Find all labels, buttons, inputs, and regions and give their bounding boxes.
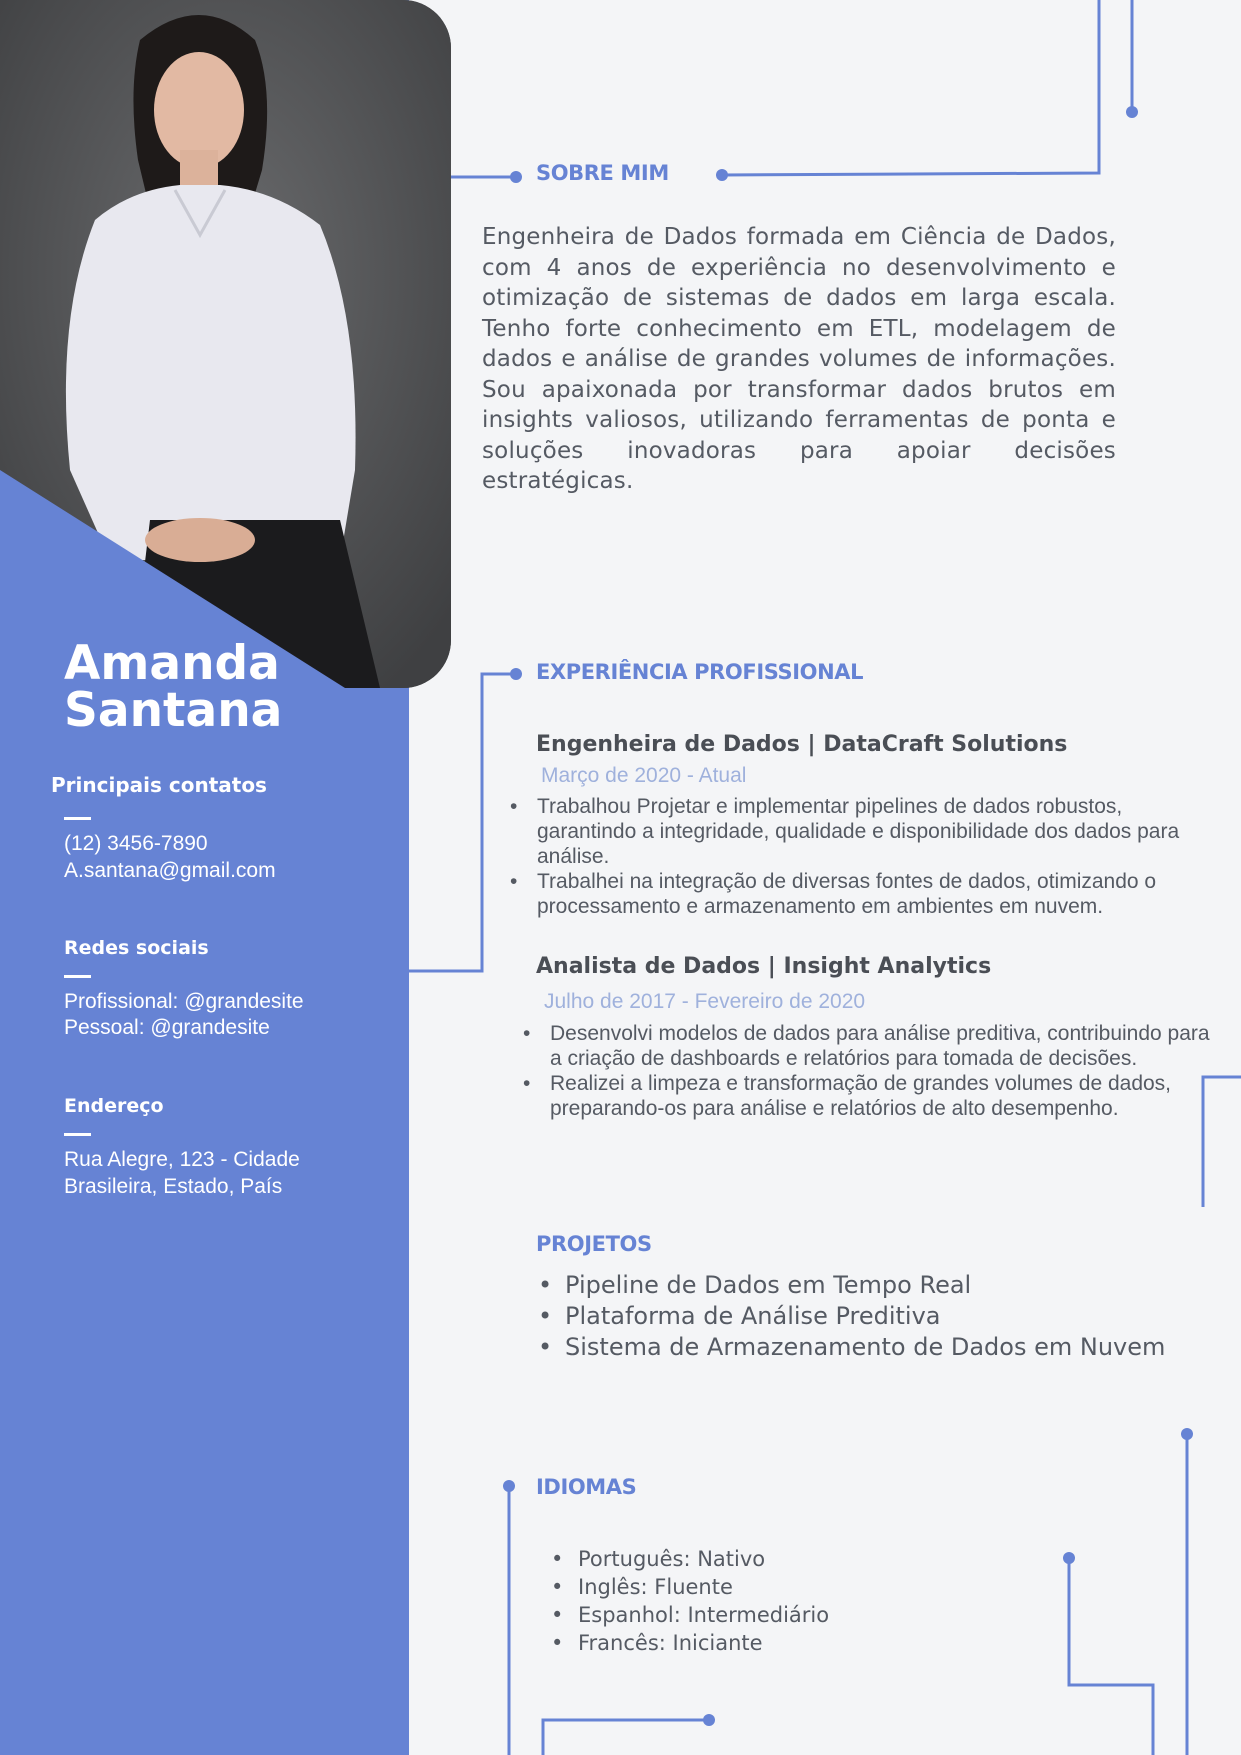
list-item: • Desenvolvi modelos de dados para análise preditiva, contribuindo para a criação de dashboards e relatórios para tomada de decisões. — [550, 1021, 1210, 1071]
list-item: • Trabalhou Projetar e implementar pipelines de dados robustos, garantindo a integridade, qualidade e disponibilidade dos dados para análise. — [537, 794, 1207, 869]
experience-heading: EXPERIÊNCIA PROFISSIONAL — [536, 660, 864, 684]
list-item: • Realizei a limpeza e transformação de grandes volumes de dados, preparando-os para análise e relatórios de alto desempenho. — [550, 1071, 1210, 1121]
experience-connector — [409, 674, 516, 971]
job-bullets — [550, 1021, 1210, 1121]
bottom-left-bracket — [543, 1720, 709, 1755]
list-item: • Português: Nativo — [578, 1545, 978, 1573]
job-title: Engenheira de Dados | DataCraft Solutions — [536, 732, 1068, 757]
list-item: • Francês: Iniciante — [578, 1629, 978, 1657]
address-line-1: Rua Alegre, 123 - Cidade — [64, 1148, 300, 1171]
social-heading: Redes sociais — [64, 937, 209, 959]
list-item: • Espanhol: Intermediário — [578, 1601, 978, 1629]
address-heading: Endereço — [64, 1095, 164, 1117]
job-bullets — [537, 794, 1207, 919]
dot-bottom-right-2 — [1063, 1552, 1075, 1564]
social-professional[interactable]: Profissional: @grandesite — [64, 990, 304, 1013]
address-line-2: Brasileira, Estado, País — [64, 1175, 283, 1198]
list-item: • Trabalhei na integração de diversas fontes de dados, otimizando o processamento e armazenamento em ambientes em nuvem. — [537, 869, 1207, 919]
languages-list — [578, 1545, 978, 1657]
list-item: • Sistema de Armazenamento de Dados em Nuvem — [565, 1332, 1185, 1363]
contact-phone[interactable]: (12) 3456-7890 — [64, 832, 208, 855]
about-text: Engenheira de Dados formada em Ciência de Dados, com 4 anos de experiência no desenvolvimento e otimização de sistemas de dados em larga escala. Tenho forte conhecimento em ETL, modelagem de dados e análise de grandes volumes de informações. Sou apaixonada por transformar dados brutos em insights valiosos, utilizando ferramentas de ponta e soluções inovadoras para apoiar decisões estratégicas. — [482, 224, 1116, 494]
projects-heading: PROJETOS — [536, 1232, 652, 1256]
languages-heading: IDIOMAS — [536, 1475, 637, 1499]
job-dates: Julho de 2017 - Fevereiro de 2020 — [544, 990, 866, 1013]
dot-top — [1126, 106, 1138, 118]
list-item: • Pipeline de Dados em Tempo Real — [565, 1270, 1185, 1301]
about-connector-right — [722, 0, 1099, 175]
dot-bottom-left — [703, 1714, 715, 1726]
list-item: • Plataforma de Análise Preditiva — [565, 1301, 1185, 1332]
social-personal[interactable]: Pessoal: @grandesite — [64, 1016, 270, 1039]
projects-list — [565, 1270, 1185, 1363]
dot-languages — [503, 1480, 515, 1492]
list-item: • Inglês: Fluente — [578, 1573, 978, 1601]
contact-email[interactable]: A.santana@gmail.com — [64, 859, 276, 882]
job-dates: Março de 2020 - Atual — [541, 764, 747, 787]
contacts-heading: Principais contatos — [51, 773, 267, 797]
dot-bottom-right — [1181, 1428, 1193, 1440]
job-title: Analista de Dados | Insight Analytics — [536, 954, 992, 979]
first-name: Amanda — [64, 636, 280, 691]
bottom-right-bracket — [1069, 1558, 1153, 1755]
last-name: Santana — [64, 683, 283, 738]
dot-about-left — [510, 171, 522, 183]
about-heading: SOBRE MIM — [536, 161, 669, 185]
dot-experience — [510, 668, 522, 680]
dot-about-right — [716, 169, 728, 181]
